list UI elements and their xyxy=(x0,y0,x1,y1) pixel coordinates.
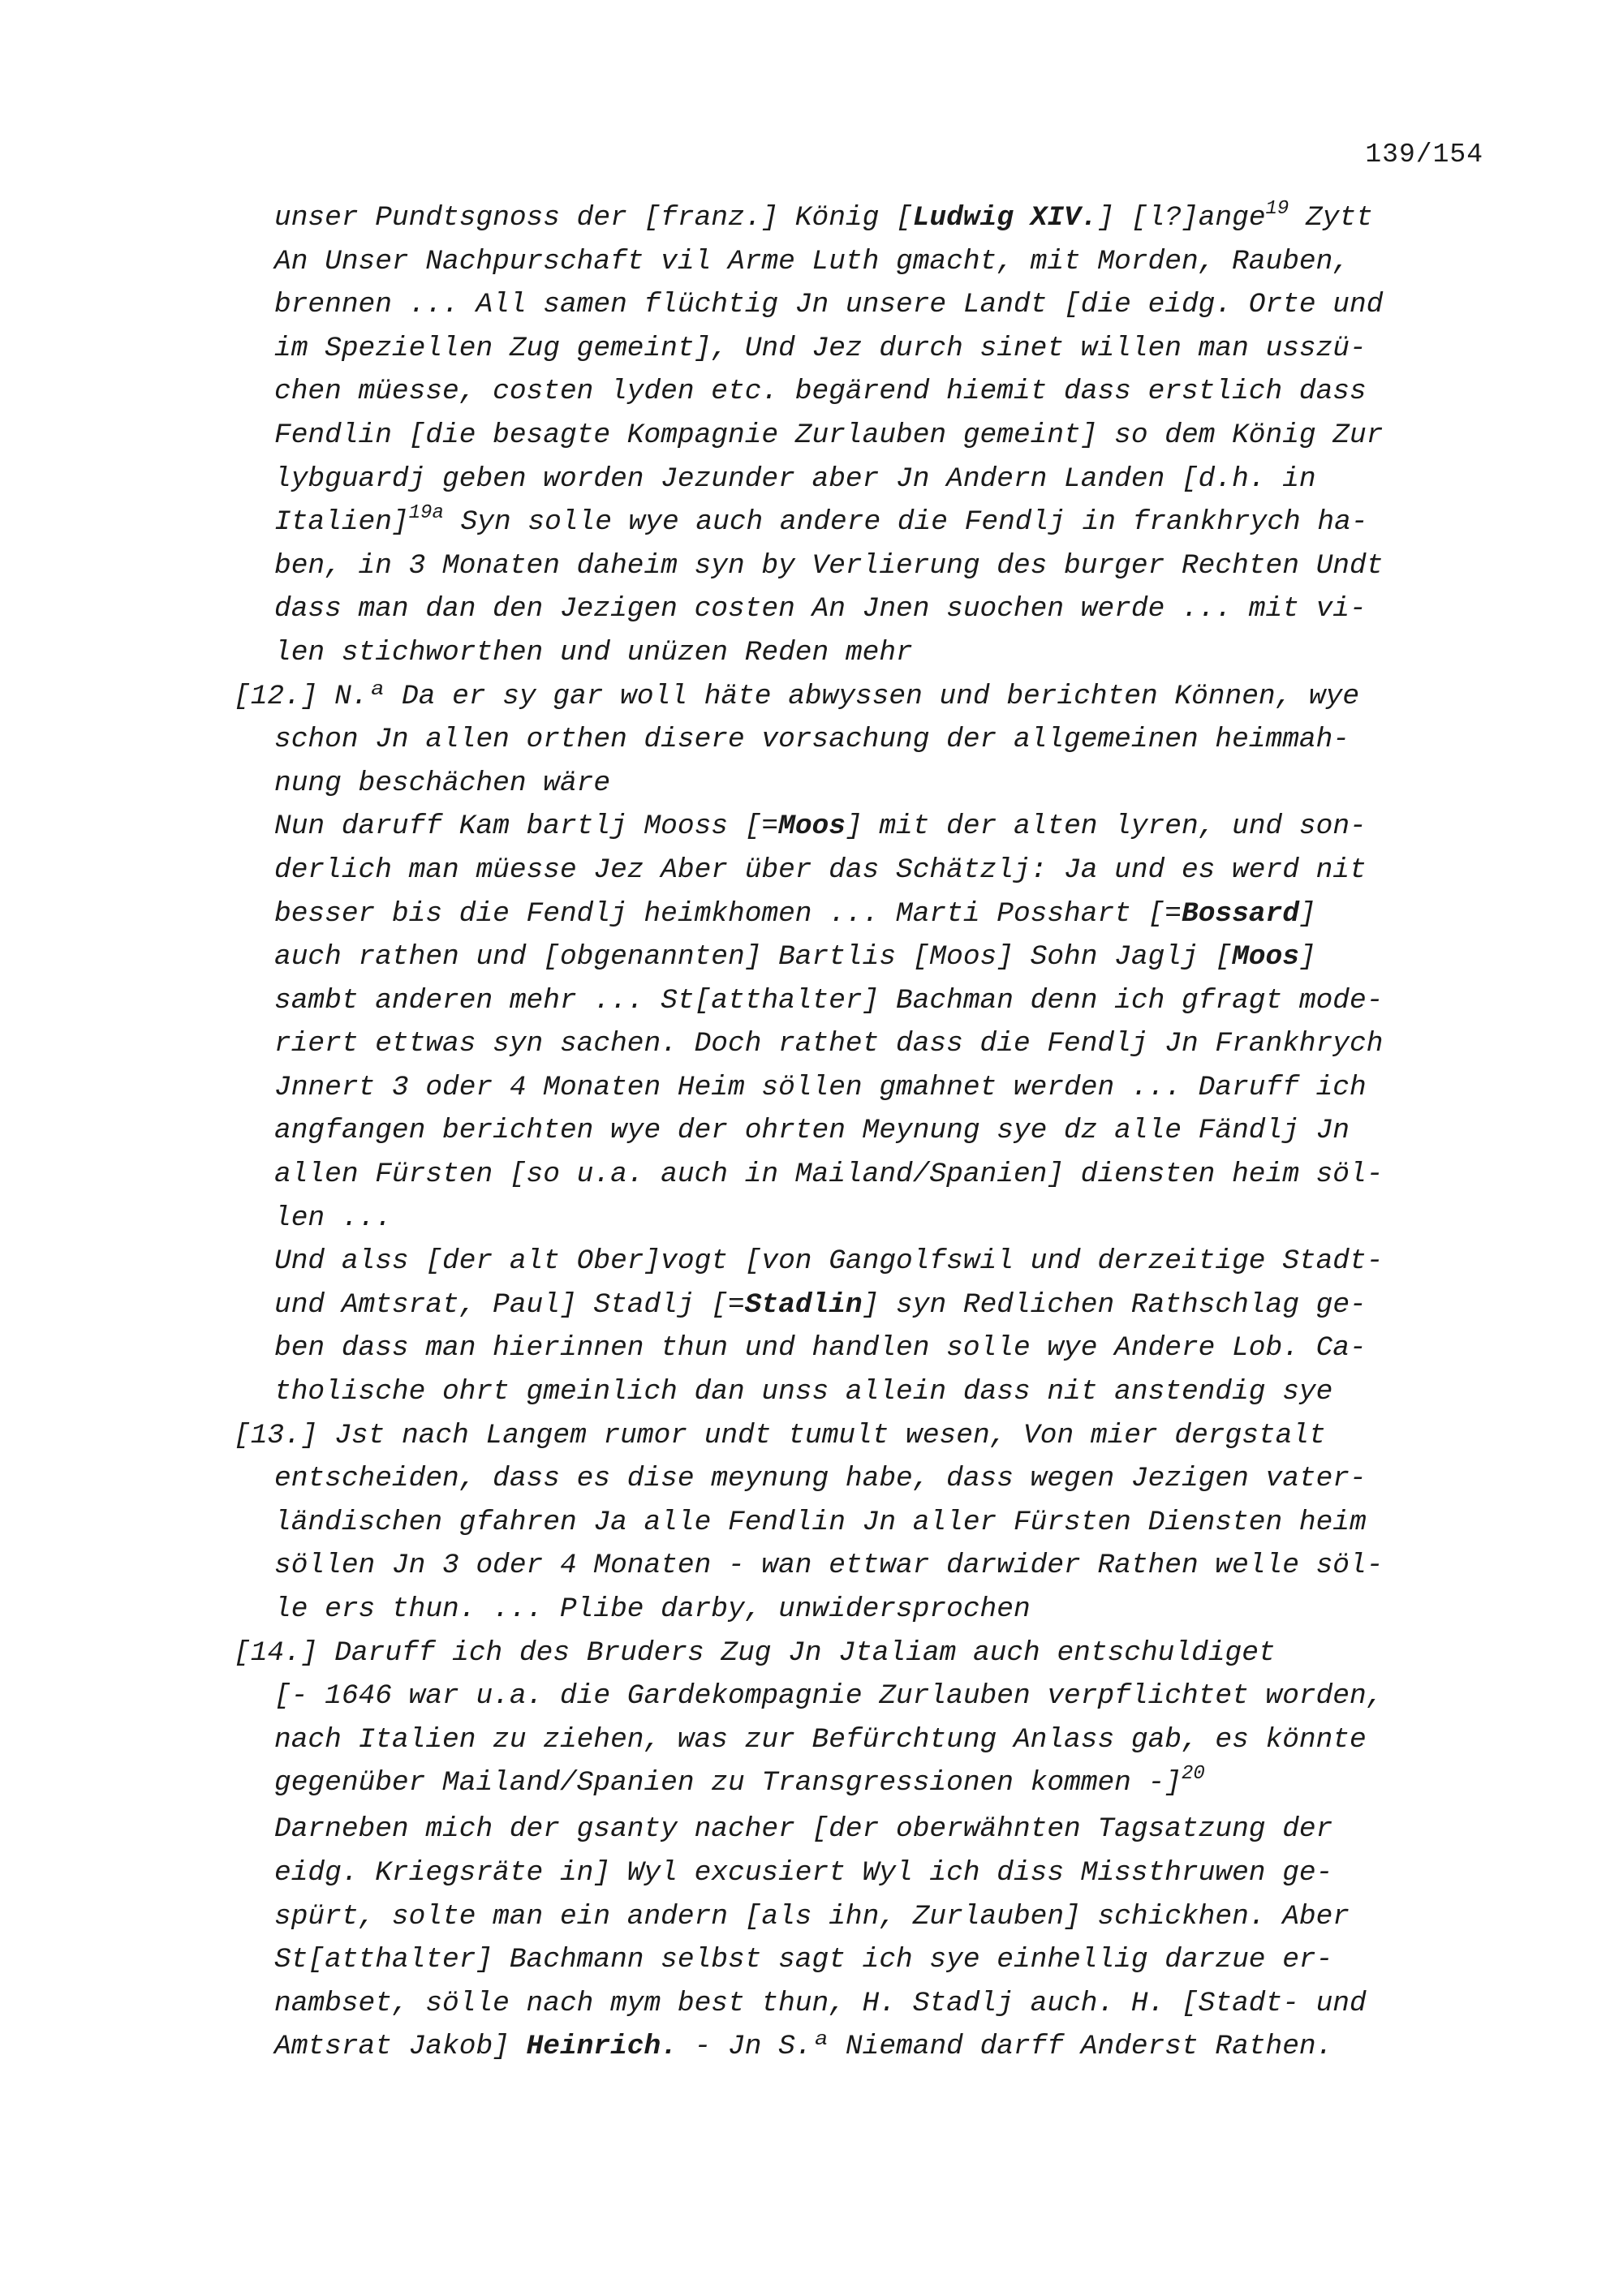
text-line xyxy=(0,1982,1623,2026)
page-number: 139/154 xyxy=(1365,140,1483,170)
text-segment: unser Pundtsgnoss der [franz.] König [ xyxy=(274,202,913,234)
text-segment: nung beschächen wäre xyxy=(274,767,611,799)
text-line xyxy=(0,283,1623,327)
text-line xyxy=(0,1022,1623,1066)
text-line xyxy=(0,1938,1623,1982)
text-segment: le ers thun. ... Plibe darby, unwidersprochen xyxy=(274,1593,1031,1625)
text-line xyxy=(0,762,1623,806)
text-line xyxy=(0,1240,1623,1283)
text-segment: sambt anderen mehr ... St[atthalter] Bachman denn ich gfragt mode- xyxy=(274,984,1384,1017)
text-segment: ] [l?]ange xyxy=(1097,202,1266,234)
text-line xyxy=(0,718,1623,762)
text-segment: allen Fürsten [so u.a. auch in Mailand/Spanien] diensten heim söl- xyxy=(274,1159,1384,1191)
text-line xyxy=(0,327,1623,371)
text-line xyxy=(0,370,1623,414)
text-segment: schon Jn allen orthen disere vorsachung der allgemeinen heimmah- xyxy=(274,724,1350,756)
text-segment: [14.] Daruff ich des Bruders Zug Jn Jtaliam auch entschuldiget xyxy=(234,1636,1276,1669)
text-segment: [- 1646 war u.a. die Gardekompagnie Zurlauben verpflichtet worden, xyxy=(274,1680,1384,1713)
text-segment: ben, in 3 Monaten daheim syn by Verlierung des burger Rechten Undt xyxy=(274,549,1384,582)
text-segment: angfangen berichten wye der ohrten Meynung sye dz alle Fändlj Jn xyxy=(274,1115,1350,1147)
text-segment: ] syn Redlichen Rathschlag ge- xyxy=(862,1288,1367,1321)
text-segment: ] mit der alten lyren, und son- xyxy=(845,810,1367,843)
paragraph-intro xyxy=(0,196,1623,675)
text-segment: nach Italien zu ziehen, was zur Befürchtung Anlass gab, es könnte xyxy=(274,1723,1367,1756)
text-segment: eidg. Kriegsräte in] Wyl excusiert Wyl ich diss Missthruwen ge- xyxy=(274,1856,1333,1889)
text-segment: ] xyxy=(1298,897,1316,930)
text-segment: besser bis die Fendlj heimkhomen ... Marti Posshart [= xyxy=(274,897,1182,930)
text-line xyxy=(0,1808,1623,1851)
text-segment: Syn solle wye auch andere die Fendlj in frankhrych ha- xyxy=(443,506,1368,539)
text-line xyxy=(0,1895,1623,1939)
text-segment: Jnnert 3 oder 4 Monaten Heim söllen gmahnet werden ... Daruff ich xyxy=(274,1071,1367,1103)
text-line xyxy=(0,675,1623,719)
text-line xyxy=(0,1153,1623,1197)
footnote-ref: 19 xyxy=(1265,198,1289,220)
text-line xyxy=(0,805,1623,849)
footnote-ref: 20 xyxy=(1181,1763,1205,1786)
text-segment: St[atthalter] Bachmann selbst sagt ich sye einhellig darzue er- xyxy=(274,1944,1333,1976)
text-line xyxy=(0,1109,1623,1153)
text-line xyxy=(0,1197,1623,1240)
text-segment: lybguardj geben worden Jezunder aber Jn Andern Landen [d.h. in xyxy=(274,462,1316,495)
text-line xyxy=(0,587,1623,631)
text-line xyxy=(0,1851,1623,1895)
text-line xyxy=(0,1370,1623,1414)
text-segment: Zytt xyxy=(1289,202,1373,234)
text-segment: im Speziellen Zug gemeint], Und Jez durch sinet willen man usszü- xyxy=(274,332,1367,364)
text-line xyxy=(0,1066,1623,1110)
bold-name: Moos xyxy=(1232,941,1299,974)
text-segment: An Unser Nachpurschaft vil Arme Luth gmacht, mit Morden, Rauben, xyxy=(274,245,1350,277)
text-line xyxy=(0,501,1623,544)
text-line xyxy=(0,892,1623,936)
text-line xyxy=(0,458,1623,501)
text-segment: tholische ohrt gmeinlich dan unss allein dass nit anstendig sye xyxy=(274,1376,1333,1408)
text-segment: Italien] xyxy=(274,506,409,539)
text-segment: riert ettwas syn sachen. Doch rathet dass die Fendlj Jn Frankhrych xyxy=(274,1028,1384,1060)
text-segment: Nun daruff Kam bartlj Mooss [= xyxy=(274,810,779,843)
text-line xyxy=(0,240,1623,284)
text-line xyxy=(0,935,1623,979)
document-body xyxy=(0,196,1623,2069)
text-line xyxy=(0,849,1623,892)
text-line xyxy=(0,1326,1623,1370)
text-segment: ben dass man hierinnen thun und handlen solle wye Andere Lob. Ca- xyxy=(274,1332,1367,1365)
footnote-ref: 19a xyxy=(408,502,444,525)
text-segment: Und alss [der alt Ober]vogt [von Gangolfswil und derzeitige Stadt- xyxy=(274,1245,1384,1278)
text-line xyxy=(0,1718,1623,1762)
text-segment: spürt, solte man ein andern [als ihn, Zurlauben] schickhen. Aber xyxy=(274,1900,1350,1933)
text-segment: derlich man müesse Jez Aber über das Schätzlj: Ja und es werd nit xyxy=(274,853,1367,886)
bold-name: Ludwig XIV. xyxy=(912,202,1098,234)
text-segment: chen müesse, costen lyden etc. begärend hiemit dass erstlich dass xyxy=(274,376,1367,408)
text-segment: söllen Jn 3 oder 4 Monaten - wan ettwar darwider Rathen welle söl- xyxy=(274,1550,1384,1582)
bold-name: Bossard xyxy=(1181,897,1299,930)
text-line xyxy=(0,2025,1623,2069)
paragraph-p12 xyxy=(0,675,1623,1414)
text-line xyxy=(0,544,1623,588)
text-segment: ländischen gfahren Ja alle Fendlin Jn aller Fürsten Diensten heim xyxy=(274,1506,1367,1538)
text-segment: len stichworthen und unüzen Reden mehr xyxy=(274,636,913,669)
bold-name: Moos xyxy=(778,810,846,843)
text-line xyxy=(0,1544,1623,1588)
text-line xyxy=(0,1283,1623,1327)
text-segment: Darneben mich der gsanty nacher [der oberwähnten Tagsatzung der xyxy=(274,1813,1333,1846)
text-line xyxy=(0,1588,1623,1632)
text-line xyxy=(0,196,1623,240)
text-segment: nambset, sölle nach mym best thun, H. Stadlj auch. H. [Stadt- und xyxy=(274,1987,1367,2019)
text-segment: entscheiden, dass es dise meynung habe, dass wegen Jezigen vater- xyxy=(274,1463,1367,1495)
text-line xyxy=(0,1675,1623,1718)
text-line xyxy=(0,414,1623,458)
bold-name: Heinrich. xyxy=(526,2031,678,2063)
text-segment: Fendlin [die besagte Kompagnie Zurlauben gemeint] so dem König Zur xyxy=(274,419,1384,451)
text-segment: und Amtsrat, Paul] Stadlj [= xyxy=(274,1288,745,1321)
text-segment: [13.] Jst nach Langem rumor undt tumult wesen, Von mier dergstalt xyxy=(234,1419,1326,1451)
text-segment: ] xyxy=(1298,941,1316,974)
paragraph-p14 xyxy=(0,1632,1623,2069)
text-segment: dass man dan den Jezigen costen An Jnen suochen werde ... mit vi- xyxy=(274,593,1367,626)
bold-name: Stadlin xyxy=(744,1288,863,1321)
text-segment: gegenüber Mailand/Spanien zu Transgressionen kommen -] xyxy=(274,1767,1182,1799)
text-segment: brennen ... All samen flüchtig Jn unsere Landt [die eidg. Orte und xyxy=(274,289,1384,321)
text-line xyxy=(0,1761,1623,1808)
text-segment: [12.] N.ª Da er sy gar woll häte abwyssen und berichten Können, wye xyxy=(234,680,1360,712)
text-segment: len ... xyxy=(274,1202,392,1234)
text-segment: - Jn S.ª Niemand darff Anderst Rathen. xyxy=(677,2031,1333,2063)
text-line xyxy=(0,1457,1623,1501)
text-line xyxy=(0,631,1623,675)
text-line xyxy=(0,1632,1623,1675)
text-segment: Amtsrat Jakob] xyxy=(274,2031,527,2063)
text-segment: auch rathen und [obgenannten] Bartlis [Moos] Sohn Jaglj [ xyxy=(274,941,1233,974)
paragraph-p13 xyxy=(0,1414,1623,1632)
text-line xyxy=(0,1501,1623,1545)
text-line xyxy=(0,1414,1623,1458)
text-line xyxy=(0,979,1623,1023)
